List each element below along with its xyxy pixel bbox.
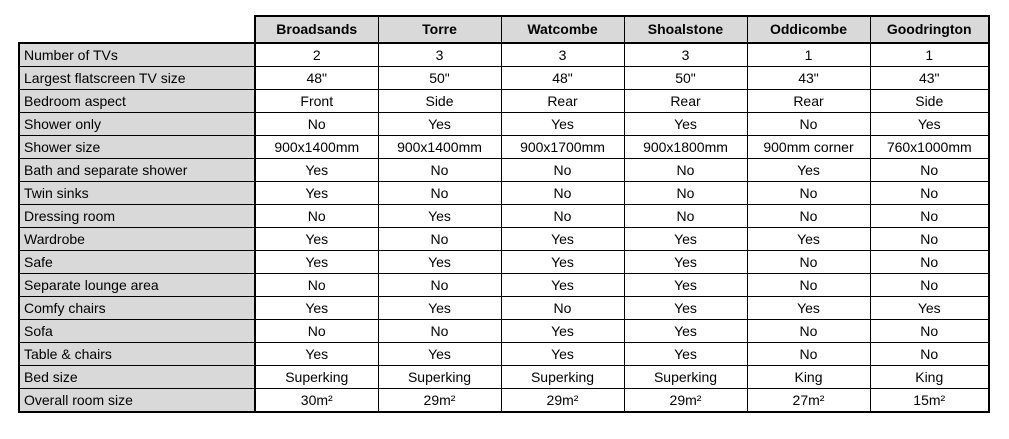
table-cell: Yes xyxy=(378,113,501,136)
table-cell: Superking xyxy=(624,366,747,389)
table-cell: Yes xyxy=(501,113,624,136)
table-row xyxy=(19,182,989,205)
table-cell: No xyxy=(255,205,378,228)
row-label: Overall room size xyxy=(19,389,255,413)
table-body xyxy=(19,43,989,412)
table-cell: No xyxy=(255,113,378,136)
table-cell: 29m² xyxy=(624,389,747,413)
table-cell: 3 xyxy=(378,43,501,67)
row-label: Comfy chairs xyxy=(19,297,255,320)
table-cell: No xyxy=(747,182,870,205)
table-cell: Yes xyxy=(747,228,870,251)
table-cell: Yes xyxy=(870,113,989,136)
table-cell: Yes xyxy=(255,297,378,320)
table-cell: Yes xyxy=(624,228,747,251)
table-row xyxy=(19,67,989,90)
table-cell: Yes xyxy=(870,297,989,320)
table-cell: 27m² xyxy=(747,389,870,413)
table-row xyxy=(19,297,989,320)
table-cell: No xyxy=(870,251,989,274)
table-cell: Yes xyxy=(378,251,501,274)
table-cell: 30m² xyxy=(255,389,378,413)
table-cell: Rear xyxy=(747,90,870,113)
table-cell: No xyxy=(870,274,989,297)
table-cell: 15m² xyxy=(870,389,989,413)
table-row xyxy=(19,159,989,182)
table-cell: Yes xyxy=(747,159,870,182)
table-cell: No xyxy=(378,182,501,205)
table-row xyxy=(19,205,989,228)
table-cell: No xyxy=(747,274,870,297)
table-cell: No xyxy=(870,159,989,182)
table-cell: 900mm corner xyxy=(747,136,870,159)
table-cell: No xyxy=(870,228,989,251)
table-cell: King xyxy=(747,366,870,389)
table-cell: Side xyxy=(870,90,989,113)
table-cell: 48" xyxy=(255,67,378,90)
table-cell: 50" xyxy=(624,67,747,90)
table-cell: Front xyxy=(255,90,378,113)
table-cell: King xyxy=(870,366,989,389)
table-cell: No xyxy=(747,343,870,366)
table-cell: No xyxy=(870,205,989,228)
corner-cell xyxy=(19,16,255,43)
table-row xyxy=(19,343,989,366)
row-label: Shower only xyxy=(19,113,255,136)
column-header-shoalstone: Shoalstone xyxy=(624,16,747,43)
table-cell: Yes xyxy=(624,343,747,366)
table-cell: No xyxy=(870,343,989,366)
table-cell: Yes xyxy=(747,297,870,320)
table-cell: Yes xyxy=(624,320,747,343)
table-cell: No xyxy=(624,205,747,228)
row-label: Number of TVs xyxy=(19,43,255,67)
column-header-torre: Torre xyxy=(378,16,501,43)
table-cell: Yes xyxy=(501,228,624,251)
table-cell: Superking xyxy=(255,366,378,389)
table-row xyxy=(19,366,989,389)
table-cell: No xyxy=(747,320,870,343)
table-cell: Yes xyxy=(501,274,624,297)
table-row xyxy=(19,113,989,136)
row-label: Bath and separate shower xyxy=(19,159,255,182)
table-cell: Yes xyxy=(378,205,501,228)
table-cell: Yes xyxy=(255,228,378,251)
table-cell: No xyxy=(501,205,624,228)
table-cell: No xyxy=(378,320,501,343)
row-label: Bed size xyxy=(19,366,255,389)
table-cell: 3 xyxy=(501,43,624,67)
table-cell: No xyxy=(378,159,501,182)
row-label: Wardrobe xyxy=(19,228,255,251)
table-row xyxy=(19,274,989,297)
table-row xyxy=(19,389,989,413)
table-cell: Yes xyxy=(624,297,747,320)
table-cell: Yes xyxy=(501,343,624,366)
table-cell: 1 xyxy=(870,43,989,67)
table-cell: 900x1700mm xyxy=(501,136,624,159)
table-cell: Side xyxy=(378,90,501,113)
table-cell: 2 xyxy=(255,43,378,67)
row-label: Dressing room xyxy=(19,205,255,228)
table-cell: 3 xyxy=(624,43,747,67)
table-cell: 900x1400mm xyxy=(378,136,501,159)
column-header-goodrington: Goodrington xyxy=(870,16,989,43)
table-cell: Yes xyxy=(501,320,624,343)
table-cell: No xyxy=(624,182,747,205)
table-cell: Yes xyxy=(255,159,378,182)
table-cell: 900x1800mm xyxy=(624,136,747,159)
table-cell: No xyxy=(870,182,989,205)
table-cell: 48" xyxy=(501,67,624,90)
table-cell: 29m² xyxy=(378,389,501,413)
table-cell: No xyxy=(870,320,989,343)
table-cell: No xyxy=(378,228,501,251)
table-row xyxy=(19,251,989,274)
table-cell: 900x1400mm xyxy=(255,136,378,159)
table-cell: Yes xyxy=(255,182,378,205)
room-comparison-table xyxy=(18,15,990,413)
row-label: Safe xyxy=(19,251,255,274)
table-row xyxy=(19,43,989,67)
table-cell: No xyxy=(747,205,870,228)
row-label: Bedroom aspect xyxy=(19,90,255,113)
table-cell: Yes xyxy=(501,251,624,274)
table-cell: 29m² xyxy=(501,389,624,413)
table-cell: No xyxy=(747,113,870,136)
table-row xyxy=(19,320,989,343)
table-cell: Rear xyxy=(624,90,747,113)
table-cell: Yes xyxy=(624,251,747,274)
table-cell: Yes xyxy=(378,297,501,320)
table-cell: 50" xyxy=(378,67,501,90)
table-cell: Yes xyxy=(378,343,501,366)
column-header-watcombe: Watcombe xyxy=(501,16,624,43)
table-cell: No xyxy=(501,297,624,320)
table-cell: Yes xyxy=(624,113,747,136)
table-cell: Superking xyxy=(378,366,501,389)
row-label: Shower size xyxy=(19,136,255,159)
column-header-broadsands: Broadsands xyxy=(255,16,378,43)
table-row xyxy=(19,90,989,113)
table-cell: 760x1000mm xyxy=(870,136,989,159)
column-header-row xyxy=(19,16,989,43)
column-header-oddicombe: Oddicombe xyxy=(747,16,870,43)
table-cell: No xyxy=(255,274,378,297)
table-cell: Rear xyxy=(501,90,624,113)
table-cell: No xyxy=(501,159,624,182)
table-cell: No xyxy=(624,159,747,182)
table-row xyxy=(19,136,989,159)
table-cell: No xyxy=(378,274,501,297)
table-cell: 1 xyxy=(747,43,870,67)
table-cell: Yes xyxy=(255,251,378,274)
row-label: Sofa xyxy=(19,320,255,343)
table-cell: No xyxy=(501,182,624,205)
row-label: Largest flatscreen TV size xyxy=(19,67,255,90)
table-cell: No xyxy=(255,320,378,343)
row-label: Twin sinks xyxy=(19,182,255,205)
table-cell: 43" xyxy=(747,67,870,90)
table-cell: 43" xyxy=(870,67,989,90)
table-cell: Yes xyxy=(255,343,378,366)
table-cell: Superking xyxy=(501,366,624,389)
row-label: Table & chairs xyxy=(19,343,255,366)
table-cell: Yes xyxy=(624,274,747,297)
table-cell: No xyxy=(747,251,870,274)
table-row xyxy=(19,228,989,251)
row-label: Separate lounge area xyxy=(19,274,255,297)
